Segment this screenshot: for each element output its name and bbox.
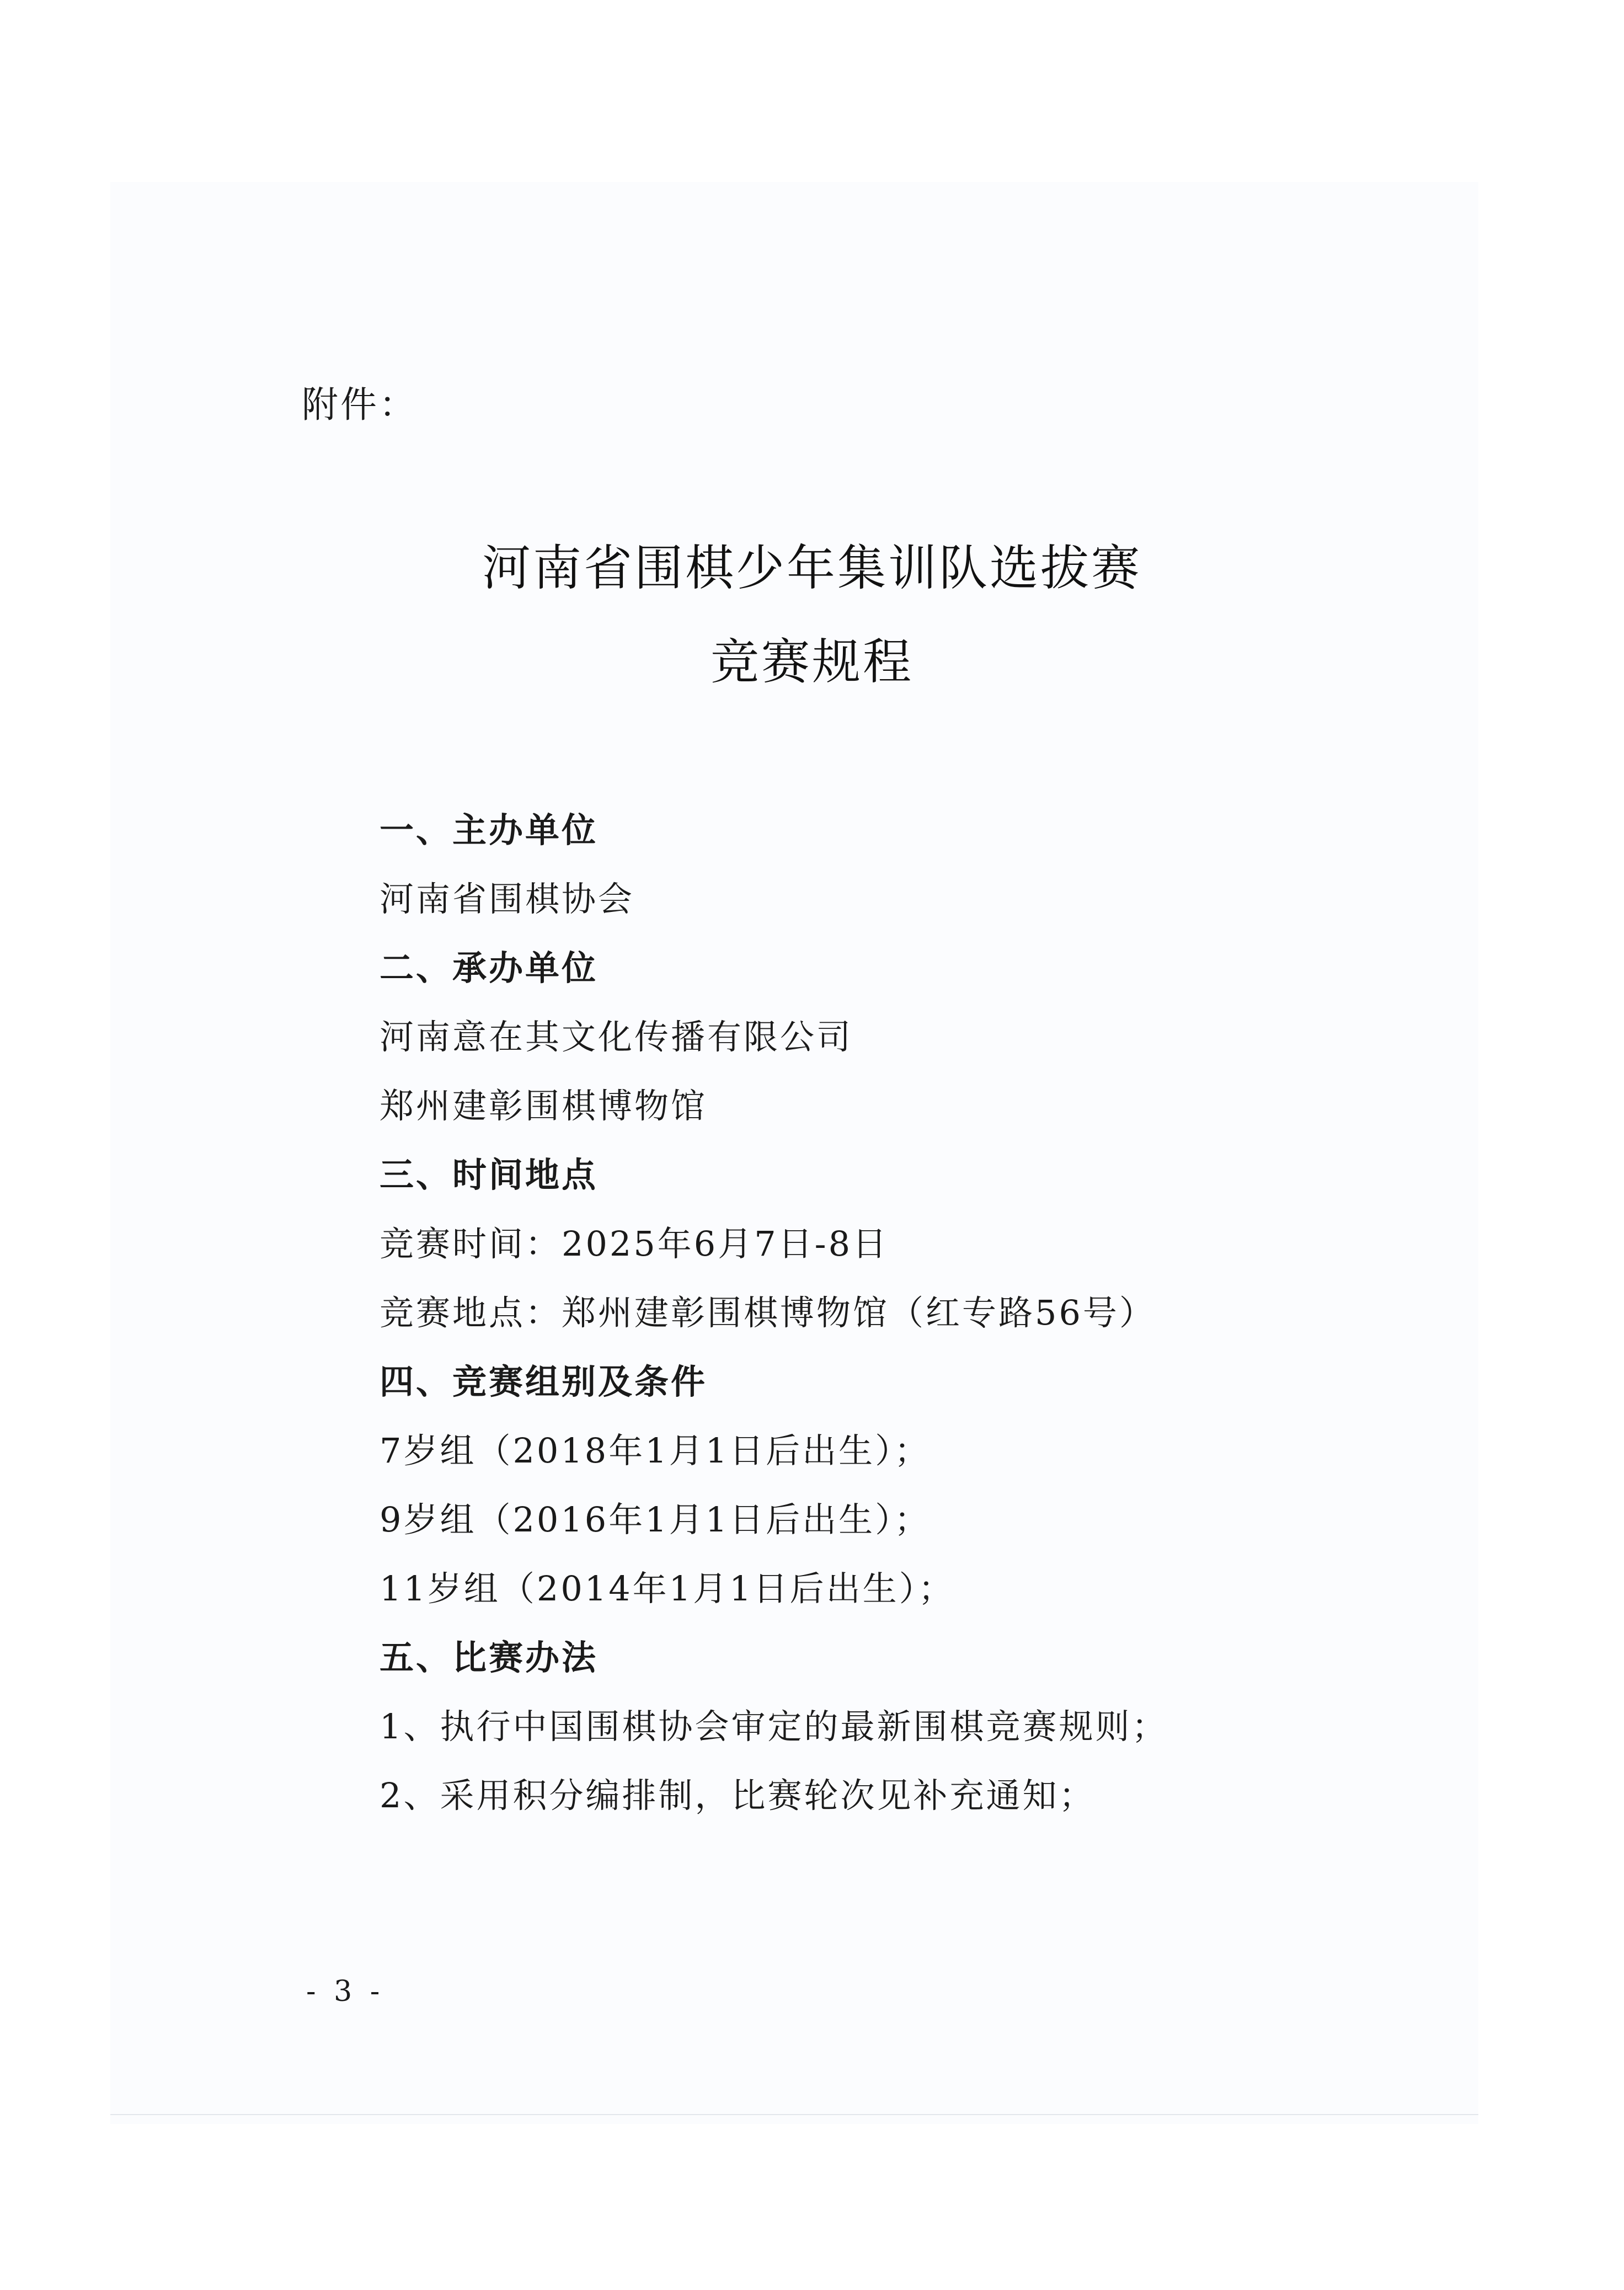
method-rule-1: 1、执行中国围棋协会审定的最新围棋竞赛规则； [380,1706,1168,1747]
group-7: 7岁组（2018年1月1日后出生）； [380,1430,931,1471]
section-heading-method: 五、比赛办法 [380,1637,599,1678]
section-heading-host: 二、承办单位 [380,948,599,988]
group-11: 11岁组（2014年1月1日后出生）； [380,1568,955,1609]
host-name-2: 郑州建彰围棋博物馆 [380,1086,708,1126]
method-rule-2: 2、采用积分编排制，比赛轮次见补充通知； [380,1775,1096,1816]
page-number: - 3 - [306,1975,384,2008]
group-9: 9岁组（2016年1月1日后出生）； [380,1499,931,1540]
organizer-name: 河南省围棋协会 [380,879,635,919]
section-heading-time-place: 三、时间地点 [380,1155,599,1195]
scan-background [110,182,1478,2124]
document-title: 河南省围棋少年集训队选拔赛 [482,540,1142,596]
host-name-1: 河南意在其文化传播有限公司 [380,1017,853,1057]
section-heading-organizer: 一、主办单位 [380,810,599,850]
competition-time: 竞赛时间：2025年6月7日-8日 [380,1224,889,1264]
section-heading-groups: 四、竞赛组别及条件 [380,1362,708,1402]
attachment-label: 附件： [302,383,418,426]
bottom-divider [110,2114,1478,2115]
document-subtitle: 竞赛规程 [710,633,913,690]
competition-venue: 竞赛地点：郑州建彰围棋博物馆（红专路56号） [380,1293,1156,1333]
